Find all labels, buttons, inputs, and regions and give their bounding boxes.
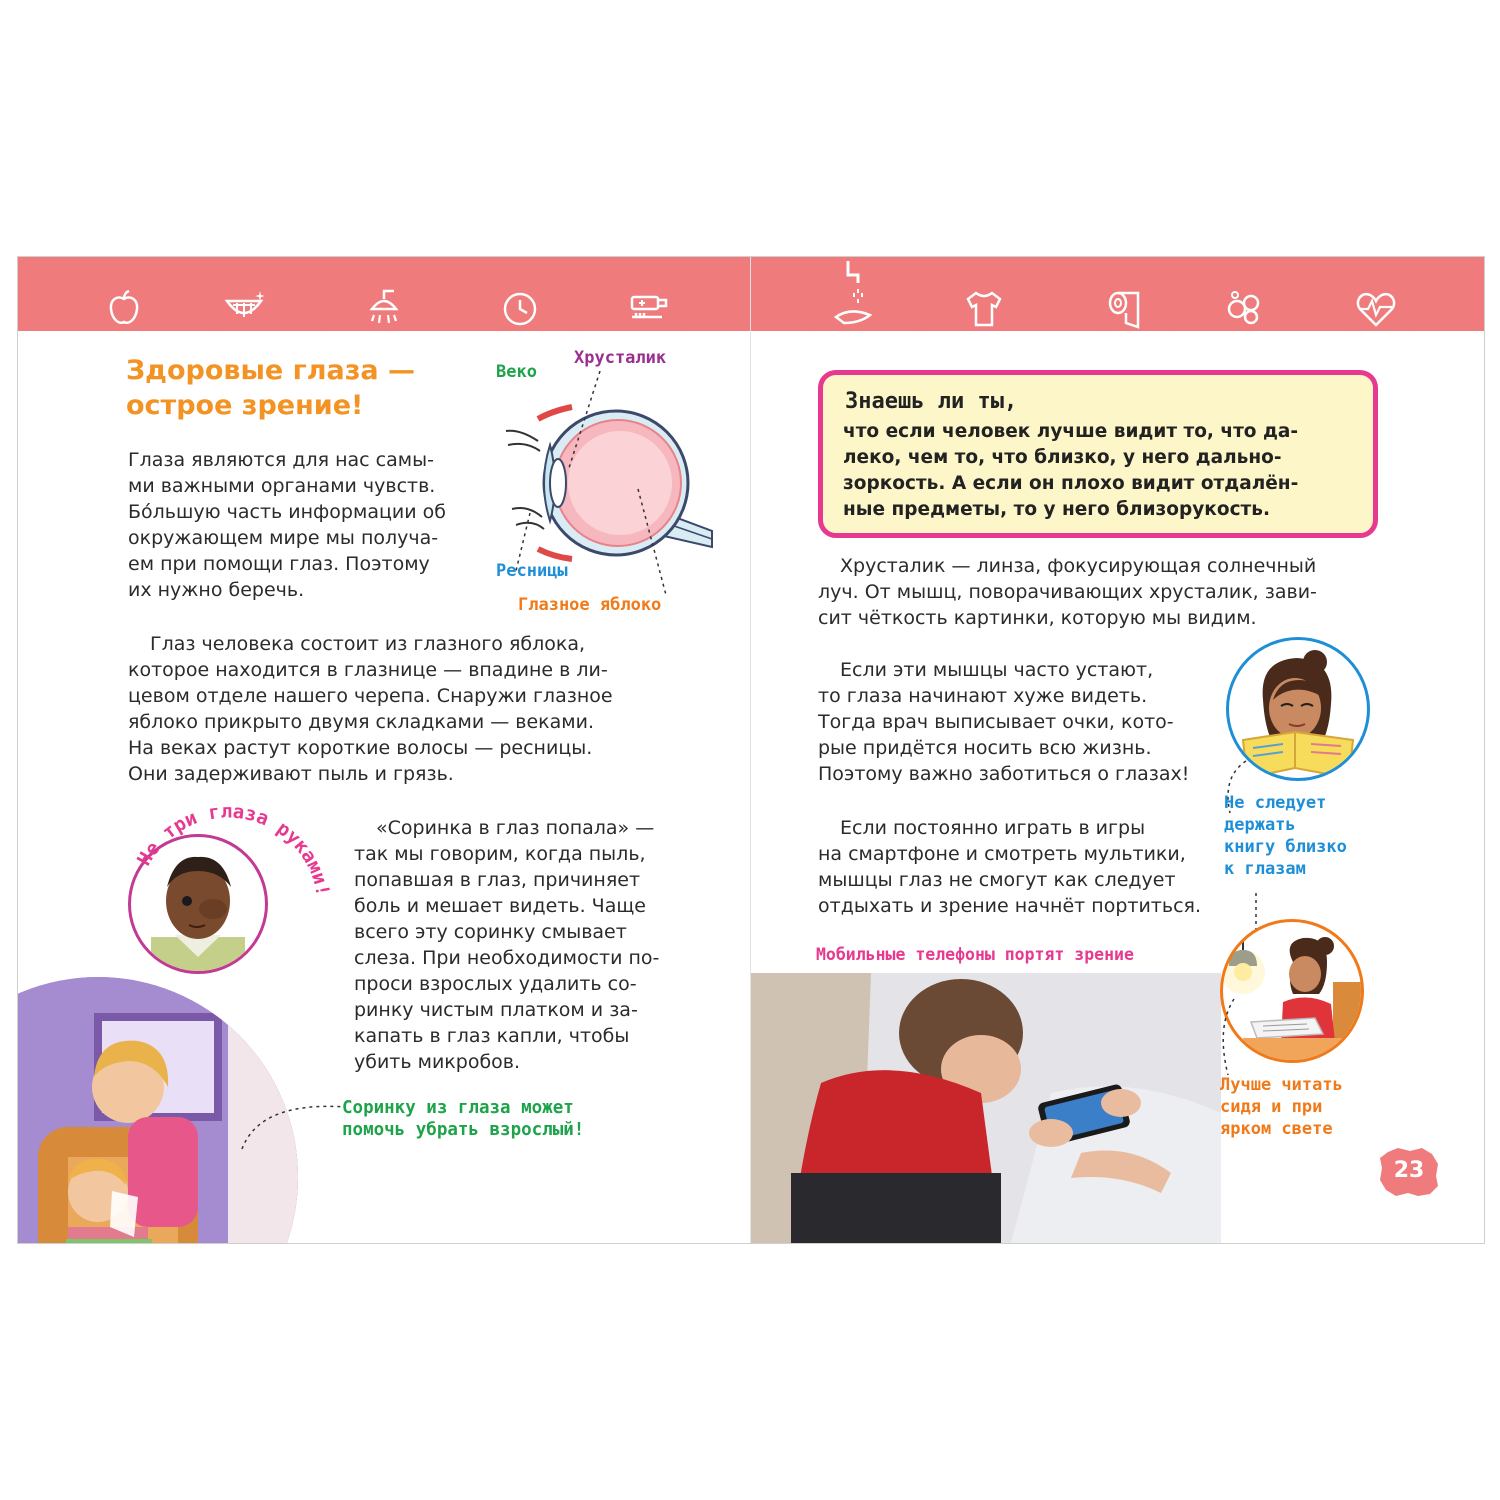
did-you-know-box — [818, 370, 1378, 538]
light-tip-pointer — [1214, 997, 1244, 1077]
title-line-1: Здоровые глаза — — [126, 355, 416, 386]
toilet-paper-icon — [1102, 287, 1146, 331]
label-eyeball: Глазное яблоко — [518, 595, 662, 615]
eye-structure-paragraph: Глаз человека состоит из глазного яблока, которое находится в глазнице — впадине в ли- цевом отделе нашего черепа. Снаружи глазное яблоко прикрыто двумя складками — веками. На веках растут короткие волосы — ресницы. Они задерживают пыль и грязь. — [128, 633, 613, 785]
title-line-2: острое зрение! — [126, 390, 364, 421]
smile-teeth-icon — [222, 287, 266, 331]
clock-icon — [498, 287, 542, 331]
page-title — [126, 353, 415, 423]
lens-paragraph: Хрусталик — линза, фокусирующая солнечный луч. От мышц, поворачивающих хрусталик, зави- сит чёткость картинки, которую мы видим. — [818, 555, 1317, 629]
page-number: 23 — [1378, 1146, 1440, 1198]
did-you-know-text: что если человек лучше видит то, что да- леко, чем то, что близко, у него дально- зоркость. А если он плохо видит отдалён- ные предметы, то у него близорукость. — [843, 421, 1299, 520]
tshirt-icon — [962, 287, 1006, 331]
svg-text:Не три глаза руками! — [133, 800, 334, 897]
label-eyelid: Веко — [496, 362, 537, 382]
smartphone-paragraph: Если постоянно играть в игры на смартфоне и смотреть мультики, мышцы глаз не смогут как следует отдыхать и зрение начнёт портиться. — [818, 817, 1201, 917]
tired-muscles-paragraph: Если эти мышцы часто устают, то глаза начинают хуже видеть. Тогда врач выписывает очки, кото- рые придётся носить всю жизнь. Поэтому важно заботиться о глазах! — [818, 659, 1190, 785]
eye-diagram — [498, 371, 728, 621]
boy-with-smartphone-photo — [751, 973, 1221, 1243]
toothbrush-paste-icon — [628, 287, 672, 331]
heart-pulse-icon — [1354, 287, 1398, 331]
did-you-know-title: Знаешь ли ты, — [845, 389, 1018, 414]
apple-icon — [102, 287, 146, 331]
intro-paragraph: Глаза являются для нас самы- ми важными органами чувств. Бо́льшую часть информации об окружающем мире мы получа- ем при помощи глаз. Поэтому их нужно беречь. — [128, 449, 446, 601]
book-distance-tip: Не следует держать книгу близко к глазам — [1224, 793, 1347, 879]
soap-bubbles-icon — [1222, 287, 1266, 331]
book-spread — [17, 256, 1485, 1244]
label-lashes: Ресницы — [496, 561, 568, 581]
speck-paragraph: «Соринка в глаз попала» — так мы говорим, когда пыль, попавшая в глаз, причиняет боль и мешает видеть. Чаще всего эту соринку смывает слеза. При необходимости по- проси взрослых удалить со- ринку чистым платком и за- капать в глаз капли, чтобы убить микробов. — [354, 817, 660, 1073]
faucet-hands-icon — [830, 261, 874, 331]
phones-caption: Мобильные телефоны портят зрение — [816, 945, 1134, 964]
shower-icon — [362, 287, 406, 331]
bright-light-tip: Лучше читать сидя и при ярком свете — [1220, 1075, 1343, 1139]
dont-rub-text: Не три глаза руками! — [133, 800, 334, 898]
label-lens: Хрусталик — [574, 348, 667, 368]
adult-help-pointer — [240, 1093, 350, 1153]
adult-help-caption: Соринку из глаза может помочь убрать взрослый! — [342, 1098, 585, 1140]
